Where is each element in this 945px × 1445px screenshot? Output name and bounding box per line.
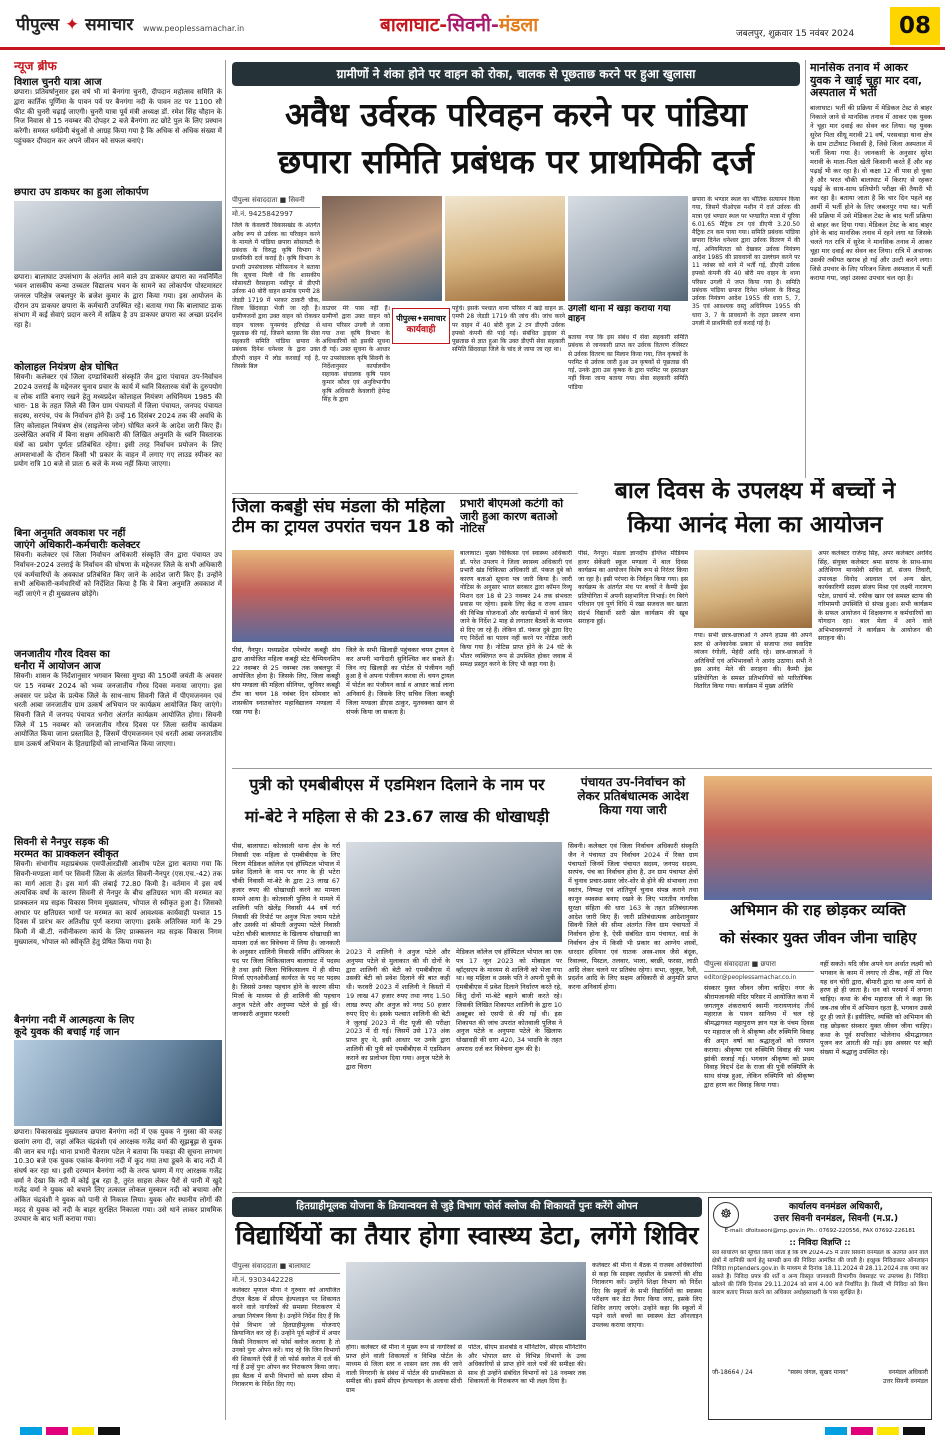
brief-4-headline-2: जाएंगे अधिकारी-कर्मचारीः कलेक्टर: [14, 539, 140, 551]
brief-1-headline: विशाल चुनरी यात्रा आज: [14, 76, 102, 88]
brief-3-headline: कोलाहल नियंत्रण क्षेत्र घोषित: [14, 361, 119, 373]
logo-star-icon: ✦: [65, 15, 80, 35]
bmo-title: प्रभारी बीएमओ कटंगी को जारी हुआ कारण बताओ नोटिस: [460, 498, 564, 536]
health-kicker: हितग्राहीमूलक योजना के क्रियान्वयन से जुड़े विभाग फोर्स क्लोज की शिकायतें पुनः करेंगे ओपन: [232, 1197, 702, 1217]
lead-photo-2: [445, 196, 565, 301]
registration-magenta-right: [851, 1427, 873, 1435]
kabaddi-col2: जिले के सभी खिलाड़ी पहुंचकर चयन ट्रायल दे कर अपनी भागीदारी सुनिश्चित कर सकते हैं। जिन नए खिलाड़ी का पोर्टल से पंजीयन नहीं हुआ है वे अपना पंजीयन करवा लें। चयन ट्रायल में पोर्टल का पंजीयन कार्ड व आधार कार्ड लाना अनिवार्य है। जिसके लिए सचिव जिला कबड्डी जिला मण्डला डीएस ठाकुर, मुतवक्का खान से संपर्क किया जा सकता है।: [346, 646, 454, 716]
kabaddi-photo: [232, 550, 454, 642]
river-rescue-photo: [14, 1040, 222, 1126]
brief-3-body: सिवनी। कलेक्टर एवं जिला दण्डाधिकारी संस्कृति जैन द्वारा पंचायत उप-निर्वाचन 2024 उत्तराई के मद्देनजर चुनाव प्रचार के कार्य में ध्वनि विस्तारक यंत्रों के दुरुपयोग व लोक शांति बनाए रखने हेतु मध्यप्रदेश कोलाहल नियंत्रण अधिनियम 1985 की धारा- 18 के तहत जिले की जिन ग्राम पंचायतों में जिला पंचायत, जनपद पंचायत सदस्य, सरपंच, पंच के निर्वाचन होने हैं। उन्हें 16 दिसंबर 2024 तक की अवधि के लिए कोलाहल नियंत्रण क्षेत्र (साइलेन्स जोन) घोषित करने के आदेश जारी किए हैं। उल्लेखित अवधि में बिना सक्षम अधिकारी की लिखित अनुमति के ध्वनि विस्तारक यंत्रों का प्रयोग पूर्णतः प्रतिबंधित रहेगा। इसी तरह निर्वाचन प्रयोजन के लिए आमसभाओं के दौरान किसी भी प्रकार के वाहन में लगाए गए लाउड स्पीकर का प्रयोग रात्रि 10 बजे से प्रातः 6 बजे के मध्य नहीं किया जाएगा।: [14, 373, 222, 469]
dateline: जबलपुर, शुक्रवार 15 नवंबर 2024: [736, 29, 855, 39]
abhiman-email[interactable]: editor@peoplessamachar.co.in: [704, 973, 797, 981]
health-col1: कलेक्टर मृणाल मीना ने गुरुवार को आयोजित टीएल बैठक में सीएम हेल्पलाइन पर शिकायत करने वाले नागरिकों की समस्या निराकरण में अच्छा नियंत्रण किया है। उन्होंने निर्देश दिए हैं कि ऐसे विभाग जो हितग्राहीमूलक योजनाएं क्रियान्वित कर रहे हैं। उन्होंने पूर्व महीनों में अपार किसी निराकरण को फोर्स क्लोज कराया है तो उनको पुनः ओपन करें। याद रहे कि जिन विभागों की शिकायतें ऐसी हैं जो फोर्स क्लोज में दर्ज की गई हैं उन्हें पुनः ओपन कर निराकरण किया जाए। इस बैठक में सभी विभागों को समय सीमा में निराकरण के निर्देश दिए गए।: [232, 1287, 340, 1389]
post-office-photo: [14, 201, 222, 271]
brief-5-body: सिवनी। शासन के निर्देशानुसार भगवान बिरसा मुण्डा की 150वीं जयंती के अवसर पर 15 नवम्बर 2024 को भव्य जनजातीय गौरव दिवस मनाया जाएगा। इस अवसर पर प्रदेश के प्रत्येक जिले के साथ-साथ सिवनी जिले में पीएमजनमन एवं धरती आबा जनजातीय ग्राम उत्कर्ष अभियान पर कार्यक्रम आयोजित किए जाएंगे। सिवनी जिले में जनपद पंचायत धनौरा अंतर्गत कार्यक्रम आयोजित होगा। सिवनी जिले में 15 नवम्बर को जनजातीय गौरव दिवस पर जिला स्तरीय कार्यक्रम आयोजित किया जाना प्रस्तावित है, जिसमें पीएमजनमन एवं धरती आबा जनजातीय ग्राम उत्कर्ष अभियान के हितग्राहियों को लाभान्वित किया जाएगा।: [14, 672, 222, 748]
karyavahi-logo-b: समाचार: [423, 314, 446, 323]
brief-2-headline: छपारा उप डाकघर का हुआ लोकार्पण: [14, 187, 149, 199]
kabaddi-title: जिला कबड्डी संघ मंडला की महिला टीम का ट्रायल उपरांत चयन 18 को: [232, 498, 454, 537]
lead-col3-text: पहुंचे। इसके पश्चात थाना परिसर में खड़े वाहन क्र. एमपी 28 जेडडी 1719 की जांच की। जांच करने पर वाहन में 40 बोरी कुल 2 टन डीएपी उर्वरक इफ्को कंपनी की पाई गई। संबंधित ड्राइवर से पूछताछ से ज्ञात हुआ कि उक्त डीएपी सेवा सहकारी समिति छिंदवाड़ा जिले के चांद ले जाया जा रहा था।: [452, 305, 565, 354]
fraud-title-2: मां-बेटे ने महिला से की 23.67 लाख की धोखाधड़ी: [244, 808, 550, 826]
registration-cyan-right: [825, 1427, 847, 1435]
ad-office: कार्यालय वनमंडल अधिकारी,: [788, 1202, 884, 1212]
section-part-mandla: मंडला: [498, 14, 539, 36]
lead-title-line-2: छपारा समिति प्रबंधक पर प्राथमिकी दर्ज: [278, 143, 754, 181]
brief-1-body: छपारा। प्रतिवर्षानुसार इस वर्ष भी मां बैनगंगा चुनरी, दीपदान महोत्सव समिति के द्वारा कार्तिक पूर्णिमा के पावन पर्व पर बैनगंगा नदी के पावन तट पर 1100 सौ फीट की चुनरी चढ़ाई जाएगी। चुनरी यात्रा पूर्व मंत्री अध्यक्ष डॉ. रमेश सिंह चौहान के निज निवास से 15 नवम्बर की दोपहर 2 बजे बैनगंगा तट छोटे पुल के लिए प्रस्थान करेगी। समस्त धर्मप्रेमी बंधुओं से आग्रह किया गया है कि अधिक से अधिक संख्या में पहुंचकर दीपदान कर अपने जीवन को सफल बनाएं।: [14, 88, 222, 145]
emblem-icon: ☸: [713, 1202, 739, 1228]
health-col4: कलेक्टर श्री मीना ने बैठक में राजस्व अधिकारियों से कहा कि साइबर तहसील के प्रकरणों की शीघ्र निराकरण करें। उन्होंने शिक्षा विभाग को निर्देश दिए कि स्कूलों के सभी विद्यार्थियों का स्वास्थ्य परीक्षण कर डेटा तैयार किया जाए, इसके लिए शिविर लगाए जाएंगे। उन्होंने कहा कि स्कूलों में पढ़ने वाले बच्चों का स्वास्थ्य डेटा ऑनलाइन उपलब्ध कराया जाएगा।: [592, 1262, 702, 1329]
health-byline: पीपुल्स संवाददाता ■ बालाघाट: [232, 1262, 340, 1274]
fraud-col2: 2023 में शालिनी ने अनुज पटेले और अनुपमा पटेले से मुलाकात की थी दोनों के द्वारा शालिनी की बेटी को एमबीबीएस में उसकी बेटी को प्रवेश दिलाने की बात कही थी। फरवरी 2023 में शालिनी ने किस्तों में 19 लाख 47 हजार रुपए तथा नगद 1.50 लाख रुपए और अनुज को नगद 50 हजार रुपए दिए थे। इसके पश्चात शालिनी की बेटी ने जुलाई 2023 में नीट यूजी की परीक्षा 2023 में दी गई। जिसमें उसे 173 अंक प्राप्त हुए थे, इसी आधार पर उनके द्वारा शालिनी की पुत्री को एमबीबीएस में एडमिशन कराने का प्रलोभन दिया गया। अनुज पटेले के द्वारा चिराग: [346, 948, 450, 1071]
ad-contact: E-mail: dfoitseoni@mp.gov.in Ph.: 07692-220556, FAX 07692-226181: [724, 1227, 916, 1234]
bmo-body: बालाघाट। मुख्य चिकित्सा एवं स्वास्थ्य अधिकारी डॉ. परेश उपलप ने जिला स्वास्थ्य अधिकारी एवं प्रभारी खंड चिकित्सा अधिकारी डॉ. पंकज दुबे को कारण बताओ सूचना पत्र जारी किया है। जारी नोटिस के अनुसार भारत सरकार द्वारा कॉमन रिव्यू मिशन दल 18 से 23 नवम्बर 24 तक संभवतः प्रवास पर रहेगा। इसके लिए केंद्र व राज्य शासन की विभिन्न योजनाओं और कार्यक्रमों में कार्य किए जाने के निर्देश 2 माह से लगातार बैठकों के माध्यम से दिए जा रहे हैं। लेकिन डॉ. पंकज दुबे द्वारा दिए गए निर्देशों का पालन नहीं करने पर नोटिस जारी किया गया है। नोटिस प्राप्त होने के 24 घंटे के भीतर व्यक्तिगत रूप से उपस्थित होकर जवाब में समक्ष प्रस्तुत करने के लिए भी कहा गया है।: [460, 550, 572, 669]
logo-part-a: पीपुल्स: [16, 15, 60, 35]
mela-title-2: किया आनंद मेला का आयोजन: [627, 512, 883, 538]
lead-photo-1: [322, 196, 442, 301]
registration-cyan: [20, 1427, 42, 1435]
karyavahi-logo: पीपुल्स✦समाचार: [396, 314, 446, 323]
ad-slogan: "स्वस्थ जंगल, सुखद मानव": [787, 1369, 849, 1377]
mela-title-1: बाल दिवस के उपलक्ष्य में बच्चों ने: [578, 478, 932, 514]
health-photo: [346, 1262, 586, 1340]
ad-signature: [883, 1369, 928, 1386]
registration-magenta: [46, 1427, 68, 1435]
health-col2: होगा। कलेक्टर श्री मीना ने मुख्य रूप से नागरिकों से प्राप्त होने वाली शिकायतों व विभिन्न पोर्टल के माध्यम से जिला स्तर व शासन स्तर तक की जाने वाली निगरानी के संबंध में पोर्टल की प्राथमिकता से समीक्षा की। इसमें सीएम हेल्पलाइन के अलावा सीधी ग्राम: [346, 1344, 462, 1394]
abhiman-col2: नहीं सकते। यदि जीव अपने धन अर्थात लक्ष्मी को भगवान के काम में लगाए तो ठीक, नहीं तो फिर यह धन चोरी द्वारा, बीमारी द्वारा या अन्य मार्ग से हरण हो ही जाता है। धन को परमार्थ में लगाना चाहिए। कथा के बीच महाराज जी ने कहा कि जब-तब जीव में अभिमान रहता है, भगवान उससे दूर ही जाते हैं। इसीलिए, व्यक्ति को अभिमान की राह छोड़कर संस्कार युक्त जीवन जीना चाहिए। कथा के पूर्व सपरिवार भोलेनाथ श्रीमद्भागवत पूजन कर आरती की गई। इस अवसर पर बड़ी संख्या में श्रद्धालु उपस्थित रहे।: [820, 960, 932, 1057]
brief-5-headline-2: धनौरा में आयोजन आज: [14, 660, 101, 672]
karyavahi-badge: [392, 308, 450, 344]
abhiman-col1-wrap: [704, 960, 814, 1188]
health-title: विद्यार्थियों का तैयार होगा स्वास्थ्य डेटा, लगेंगे शिविर: [235, 1222, 699, 1250]
mental-stress-story: [810, 62, 932, 490]
tender-ad[interactable]: [708, 1197, 932, 1420]
mela-col1: पीसं, नैनपुर। मंडला ज्ञानदीप इंग्लिश मीडियम हायर सेकेंडरी स्कूल मण्डला में बाल दिवस कार्यक्रम का आयोजन विशेष रूप से निरंतर किया जा रहा है। इसी परंपरा के निर्वहन किया गया। इस कार्यक्रम के अंतर्गत मंच पर बच्चों ने कैम्पी ड्रेस प्रतियोगिता में अपनी सहभागिता निभाई। रंग बिरंगे परिधान एवं पूर्ण विधि में रखा सजधज कर खाता संदर्भ विद्यार्थी सारी खेल कार्यक्रम की खूब सराहना हुई।: [578, 550, 688, 626]
health-col1-wrap: [232, 1262, 340, 1420]
newspaper-logo[interactable]: [16, 14, 133, 37]
ad-footer: [712, 1369, 928, 1386]
lead-photo-3: [568, 196, 688, 301]
brief-6-headline-1: सिवनी से नैनपुर सड़क की: [14, 837, 109, 849]
brief-4-headline-1: बिना अनुमति अवकाश पर नहीं: [14, 528, 126, 540]
mela-col2: गया। सभी छात्र-छात्राओं ने अपने हाउस की अपने स्तर से अनेकानेक प्रकार से सजाया तथा स्वादिष्ट व्यंजन रंगोली, मेहंदी आदि रहे। छात्र-छात्राओं ने अतिथियों एवं अभिभावकों ने आनंद उठाया। सभी ने इस आनंद मेले की सराहना की। कैम्पी ड्रेस प्रतियोगिता के समस्त प्रतिभागियों को पारितोषिक वितरित किया गया। कार्यक्रम में मुख्य अतिथि: [694, 632, 812, 691]
row-rule-2: [232, 768, 932, 769]
page-number: 08: [890, 7, 940, 45]
fraud-col3: मेडिकल कॉलेज एवं हॉस्पिटल भोपाल का एक पत्र 17 जून 2023 को मोबाइल पर व्हॉट्सएप के माध्यम से शालिनी को भेजा गया था। वह महिला व उसके पति ने अपनी पुत्री के एमबीबीएस में प्रवेश दिलाने निर्धारण करते रहे, किंतु दोनों मां-बेटे बहाने बाजी करते रहे। जिसकी लिखित शिकायत शालिनी के द्वारा 10 अक्टूबर को एसपी से की गई थी। इस शिकायत की जांच उपरांत कोतवाली पुलिस ने अनुज पटेले व अनुपमा पटेले के खिलाफ धोखाधड़ी की धारा 420, 34 भादवि के तहत अपराध दर्ज कर विवेचना शुरू की है।: [456, 948, 562, 1054]
panchayat-title: पंचायत उप-निर्वाचन को लेकर प्रतिबंधात्मक आदेश किया गया जारी: [577, 776, 689, 817]
lead-col4-text: छपारा के भण्डार स्थल का भौतिक सत्यापन किया गया, जिसमें पीओएस मशीन में दर्ज उर्वरक की मात्रा एवं भण्डार स्थल पर भण्डारित मात्रा में यूरिया 6.01.65 मैट्रिक टन एवं डीएपी 3.20.50 मैट्रिक टन कम पाया गया। समिति प्रबंधक पांडिया छपारा दिनेश धनेश्वर द्वारा उर्वरक वितरण में की गई, अनियमितता को देखकर उर्वरक नियंत्रण आदेश 1985 की प्रावधानों का उल्लंघन करने पर 11 नवंबर को थाने में भर्ती गई, डीएपी उर्वरक इफ्को कंपनी की 40 बोरी मय वाहन के थाना परिसर उगली में जप्त किया गया है। समिति प्रबंधक पांडिया छपारा दिनेश धनेश्वर के विरुद्ध उर्वरक नियंत्रण आदेश 1955 की धारा 5, 7, 35 एवं आवश्यक वस्तु अधिनियम 1955 की धारा 3, 7 के प्रावधानों के तहत प्रकरण थाना उगली में प्राथमिकी दर्ज कराई गई है।: [692, 196, 800, 327]
section-part-balaghat: बालाघाट-: [380, 14, 448, 36]
row-rule-3: [232, 1192, 932, 1193]
brief-2-body: छपारा। बालाघाट उपसंभाग के अंतर्गत आने वाले उप डाकघर छपारा का नवनिर्मित भवन शासकीय कन्या उच्चतर विद्यालय भवन के सामने का लोकार्पण पोस्टमास्टर जनरल परिक्षेत्र जबलपुर के ब्रजेश कुमार के द्वारा किया गया। इस आयोजन के दौरान उप डाकघर छपारा के कर्मचारी उपस्थित रहे। बताया गया कि बालाघाट डाक संभाग में कई सेवाएं प्रदान करने में सक्रिय है उप डाकघर छपारा का अच्छा प्रदर्शन रहा है।: [14, 272, 222, 330]
health-col3: पोर्टल, सीएम डाशबोर्ड व मॉनिटरिंग, सीएस मॉनिटरिंग और भोपाल स्तर से विभिन्न विभागों के उच्च अधिकारियों से प्राप्त होने वाले पत्रों की समीक्षा की। साथ ही उन्होंने संबंधित विभागों को 18 नवम्बर तक शिकायतों के निराकरण का भी लक्ष्य दिया है।: [468, 1344, 586, 1386]
registration-black: [98, 1427, 120, 1435]
fraud-photo: [346, 842, 562, 942]
abhiman-title-1: अभिमान की राह छोड़कर व्यक्ति: [704, 902, 932, 928]
lead-mid-text: बताया गया कि इस संबंध में सेवा सहकारी समिति प्रबंधक से जानकारी प्राप्त कर उर्वरक वितरण रजिस्टर से उर्वरक वितरण का मिलान किया गया, जिन कृषकों के परमिट से उर्वरक जारी हुआ उन कृषकों से पूछताछ की गई, उनके द्वारा उस कृषक के द्वारा परमिट पर हस्ताक्षर नहीं किया जाना बताया गया। सेवा सहकारी समिति पांडिया: [568, 334, 688, 391]
column-rule-left: [225, 60, 226, 1420]
brief-6-headline-2: मरम्मत का प्राक्कलन स्वीकृत: [14, 848, 119, 860]
brief-7-body: छपारा। विकासखंड मुख्यालय छपारा बैनगंगा नदी में एक युवक ने गुस्सा की वजह छलांग लगा दी, जहां अंकित चंद्रवंशी एवं आरक्षक गजेंद्र वर्मा की सूझबूझ से युवक की जान बच गई। थाना प्रभारी चैतराम पटेल ने बताया कि पकड़ा की सूचना लगभग 10.30 बजे एक युवक एकांक बैनगंगा नदी में कूद गया तथा डूबने के बाद नदी में संघर्ष कर रहा था। इसी दरम्यान बैनगंगा नदी के तरफ भ्रमण में गए आरक्षक गजेंद्र वर्मा ने देखा कि नदी में कोई डूब रहा है, तुरंत साहस लेकर पैरों से पानी में खुदे गजेंद्र वर्मा ने युवक को बचाने लिए तत्काल लोकल मुस्कान नदी को बचाया और अंकित चंद्रवंशी ने युवक को पानी से निकाल लिया। युवक और स्थानीय लोगों की मदद से युवक को नदी के बाहर सुरक्षित निकाला गया। उसे थाने लाकर प्राथमिक उपचार के बाद भर्ती कराया गया।: [14, 1128, 222, 1224]
lead-title-line-1: अवैध उर्वरक परिवहन करने पर पांडिया: [284, 96, 748, 134]
mental-body: बालाघाट। भर्ती की प्रक्रिया में मेडिकल टेस्ट से बाहर निकाले जाने से मानसिक तनाव में आकर एक युवक ने चूहा मार दवाई का सेवन कर लिया। यह युवक सुरेश पिता सीधू मरावी 21 वर्ष, परसवाड़ा थाना क्षेत्र के ग्राम टाटीघाट निवासी है, जिसे जिला अस्पताल में भर्ती किया गया है। जानकारी के अनुसार सुरेश मरावी के माता-पिता खेती किसानी करते हैं और वह पढ़ाई भी कर रहा है। वो कक्षा 12 वीं पास हो चुका है और भरत चौकी बालाघाट में किराए से रहकर पढ़ाई के साथ-साथ प्रतियोगी परीक्षा की तैयारी भी कर रहा है। बताया जाता है कि चार दिन पहले वह आर्मी में भर्ती होने के लिए जबलपुर गया था। भर्ती की प्रक्रिया में उसे मेडिकल टेस्ट के बाद भर्ती प्रक्रिया से बाहर कर दिया गया। मेडिकल टेस्ट के बाद बाहर होने के बाद मानसिक तनाव में रहने लगा था जिसके चलते गत रात्रि में सुरेश ने मानसिक तनाव में आकर चूहा मार दवाई का सेवन कर लिया। रात्रि में अचानक उसकी तबीयत खराब हो गई और उल्टी करने लगा। जिसे उपचार के लिए परिजन जिला अस्पताल में भर्ती कराया गया, जहां उसका उपचार चल रहा है।: [810, 103, 932, 283]
lead-kicker: ग्रामीणों ने शंका होने पर वाहन को रोका, चालक से पूछताछ करने पर हुआ खुलासा: [232, 62, 800, 86]
mela-photo: [694, 550, 812, 628]
abhiman-byline: पीपुल्स संवाददाता ■ छपारा: [704, 960, 814, 972]
lead-photo-caption: उगली थाना में खड़ा कराया गया वाहन: [568, 304, 671, 325]
ad-sign-title: वनमंडल अधिकारी: [888, 1369, 928, 1377]
registration-black-right: [903, 1427, 925, 1435]
registration-yellow-right: [877, 1427, 899, 1435]
abhiman-col1: संस्कार युक्त जीवन जीना चाहिए। नगर के श्रीरामजानकी मंदिर परिसर में आयोजित कथा में जगतगुरु शंकराचार्य स्वामी नारायणानंद तीर्थ महाराज के पावन सानिध्य में चल रहे श्रीमद्भागवत महापुराण ज्ञान यज्ञ के पंचम दिवस पर महाराज जी ने श्रीकृष्ण और रुक्मिणि विवाह की अमृत वर्षा का श्रद्धालुओं को रसपान कराया। श्रीकृष्ण एवं रुक्मिणि विवाह की भव्य झांकी सजाई गई। भगवान श्रीकृष्ण को प्रथम विवाह विदर्भ देश के राजा की पुत्री रुक्मिणि के साथ संपन्न हुआ, लेकिन रुक्मिणि को श्रीकृष्ण द्वारा हरण कर विवाह किया गया।: [704, 983, 814, 1090]
abhiman-title-2: को संस्कार युक्त जीवन जीना चाहिए: [719, 930, 917, 947]
news-brief-column: [14, 60, 222, 1420]
karyavahi-label: कार्यवाही: [406, 325, 436, 336]
masthead: [0, 0, 945, 50]
fraud-col1: पीसं, बालाघाट। कोतवाली थाना क्षेत्र के गर्रा निवासी एक महिला से एमबीबीएस के लिए चिराग मेडिकल कॉलेज एवं हॉस्पिटल भोपाल में प्रवेश दिलाने के नाम पर नगर के ही भटेरा चौकी निवासी मां-बेटे के द्वारा 23 लाख 67 हजार रुपए की धोखाधड़ी करने का मामला सामने आया है। कोतवाली पुलिस ने मामले में शालिनी पति खेलेंद्र निवासी 44 वर्ष गर्रा निवासी की रिपोर्ट पर अनुज पिता ज्याम पटेले और उसकी मां श्रीमती अनुपमा पटेले निवासी भटेरा चौकी बालाघाट के खिलाफ धोखाधड़ी का मामला दर्ज कर विवेचना में लिया है। जानकारी के अनुसार शालिनी निवासी नर्सिंग ऑफिसर के पद पर जिला चिकित्सालय बालाघाट में पदस्थ है तथा इसी जिला चिकित्सालय में ही सीमा मिर्जा एएनओवीआई कार्यरत के पद पर पदस्थ है। जिससे उनका पहचान होने के कारण सीमा मिर्जा के माध्यम से ही शालिनी की पहचान अनुज पटेले और अनुपमा पटेले से हुई थी। जानकारी अनुसार फरवरी: [232, 842, 340, 1018]
brief-5-headline-1: जनजातीय गौरव दिवस का: [14, 649, 110, 661]
brief-7-headline-1: बैनगंगा नदी में आत्महत्या के लिए: [14, 1015, 135, 1027]
fraud-title-1: पुत्री को एमबीबीएस में एडमिशन दिलाने के नाम पर: [249, 776, 545, 794]
panchayat-body: सिवनी। कलेक्टर एवं जिला निर्वाचन अधिकारी संस्कृति जैन ने पंचायत उप निर्वाचन 2024 में रिक्त ग्राम पंचायतों जिनमें जिला पंचायत सदस्य, जनपद सदस्य, सरपंच, पंच का निर्वाचन होना है, उन ग्राम पंचायत क्षेत्रों में चुनाव प्रचार-प्रसार जोर-शोर से होने की संभावना तथा स्वतंत्र, निष्पक्ष एवं शांतिपूर्ण चुनाव संपन्न कराने तथा कानून व्यवस्था बनाए रखने के लिए भारतीय नागरिक सुरक्षा संहिता की धारा 163 के तहत प्रतिबंधात्मक आदेश जारी किए हैं। जारी प्रतिबंधात्मक आदेशानुसार सिवनी जिले की सीमा अंतर्गत जिन ग्राम पंचायतों में निर्वाचन होना है, ऐसी संबंधित ग्राम पंचायत, वार्ड के निर्वाचन क्षेत्र में किसी भी प्रकार का आग्नेय शस्त्रों, धारदार हथियार एवं घातक अस्त्र-शस्त्र जैसे बंदूक, रिवाल्वर, पिस्टल, तलवार, भाला, बरछी, फरसा, लाठी आदि लेकर चलने पर प्रतिबंध रहेगा। सभा, जुलूस, रैली, प्रदर्शन आदि के लिए सक्षम अधिकारी से अनुमति प्राप्त करना अनिवार्य होगा।: [568, 842, 698, 992]
section-part-seoni: सिवनी-: [447, 14, 499, 36]
lead-col2-text: वाउचर मेरे पास नहीं हैं। ग्रामीणों द्वारा उक्त वाहन को थाना परिसर उगली ले जाया गया तथा कृषि विभाग के अधिकारियों को इसकी सूचना दी गई। उक्त सूचना के आधार पर उपसंचालक कृषि सिवनी के निर्देशानुसार कार्यालयीन सहायक संचालक कृषि पवन कुमार कौरव एवं अनुविभागीय कृषि अधिकारी केवलारी हेमेन्द्र सिंह के द्वारा: [322, 305, 390, 403]
registration-yellow: [72, 1427, 94, 1435]
lead-column-1: [232, 196, 320, 488]
section-title: [380, 12, 538, 38]
column-rule-right-top: [805, 60, 806, 490]
lead-mobile: मो.नं. 9425842997: [232, 209, 294, 218]
ad-ref: जी-18664 / 24: [712, 1369, 753, 1377]
brief-6-body: सिवनी। संभागीय महाप्रबंधक एमपीआरडीसी आशीष पटेल द्वारा बताया गया कि सिवनी-मण्डला मार्ग पर सिवनी जिला के अंतर्गत सिवनी-नैनपुर (एस.एच.-42) तक का मार्ग आता है। इस मार्ग की लंबाई 72.80 किमी है। वर्तमान में इस वर्ष अत्यधिक वर्षा के कारण सिवनी से नैनपुर के बीच क्षतिग्रस्त भाग की मरम्मत का प्राक्कलन मप्र सड़क विकास निगम मुख्यालय, भोपाल से स्वीकृत हुआ है। जिसको आधार पर क्षतिग्रस्त भागों पर मरम्मत का कार्य आवश्यक कार्यवाही पश्चात 15 दिवस में प्रारंभ कर अतिशीघ्र पूर्ण कराया जाएगा। इसके अतिरिक्त मार्ग के 29 किमी में बी.टी. नवीनीकरण कार्य के लिए प्राक्कलन मप्र सड़क विकास निगम मुख्यालय, भोपाल को स्वीकृति हेतु प्रेषित किया गया है।: [14, 860, 222, 946]
mental-title: मानसिक तनाव में आकर युवक ने खाई चूहा मार दवा, अस्पताल में भर्ती: [810, 62, 923, 100]
karyavahi-logo-a: पीपुल्स: [396, 314, 417, 323]
logo-part-b: समाचार: [85, 15, 134, 35]
brief-7-headline-2: कूदे युवक की बचाई गई जान: [14, 1026, 120, 1038]
kabaddi-col1: पीसं, नैनपुर। मध्यप्रदेश एमेच्योर कबड्डी संघ द्वारा आयोजित महिला कबड्डी स्टेट चैम्पियनशिप 22 नवम्बर से 25 नवम्बर तक जबलपुर में आयोजित होना है। जिसके लिए, जिला कबड्डी संघ मण्डला की महिला सीनियर, जूनियर कबड्डी टीम का चयन 18 नवंबर दिन सोमवार को शासकीय स्नातकोत्तर महाविद्यालय मण्डला में रखा गया है।: [232, 646, 340, 716]
ad-sign-office: उत्तर सिवनी वनमंडल: [882, 1377, 928, 1385]
ad-division: उत्तर सिवनी वनमंडल, सिवनी (म.प्र.): [773, 1214, 899, 1225]
abhiman-photo: [704, 776, 932, 900]
website-url[interactable]: www.peoplessamachar.in: [143, 24, 245, 33]
brief-tag: न्यूज ब्रीफ: [14, 60, 57, 73]
mela-col3: अपर कलेक्टर राजेन्द्र सिंह, अपर कलेक्टर अरविंद सिंह, संयुक्त कलेक्टर श्रमा सराफ के साथ-साथ अतिथिगण मानसेवी सचिव डॉ. संजय तिवारी, उपाध्यक्ष विनोद अग्रवाल एवं अन्य खेल, कार्यकारिणी सदस्य संजय मिश्रा एवं लक्ष्मी नारायण पटेल, प्राचार्य मो. रफीक खान एवं समस्त स्टाफ की गरिमामयी उपस्थिति से संपन्न हुआ। सभी कार्यक्रम के सफल आयोजन में शिक्षकगण व कर्मचारियों का योगदान रहा। बाल मेला में आने वाले अभिभावकगणों ने कार्यक्रम के आयोजन की सराहना की।: [818, 550, 932, 643]
lead-byline: पीपुल्स संवाददाता ■ सिवनी: [232, 196, 320, 208]
ad-body: सर्व साधारण को सूचित किया जाता है कि वर्ष 2024-25 में उत्तर सिवनी वनमंडल के अंतर्गत आने वाले क्षेत्रों में वानिकी कार्य हेतु सामग्री क्रय की निविदा आमंत्रित की जाती है। इच्छुक निविदाकार ऑनलाइन निविदा mptenders.gov.in के माध्यम से दिनांक 18.11.2024 से 28.11.2024 तक जमा कर सकते हैं। निविदा प्रपत्र की शर्तें व अन्य विस्तृत जानकारी विभागीय वेबसाइट पर उपलब्ध है। निविदा खोलने की तिथि दिनांक 29.11.2024 को सायं 4.00 बजे निर्धारित है। किसी भी निविदा को बिना कारण बताए निरस्त करने का अधिकार अधोहस्ताक्षरी के पास सुरक्षित है।: [712, 1250, 928, 1297]
health-mobile: मो.नं. 9303442228: [232, 1275, 294, 1284]
lead-col1-text: जिले के केवलारी विकासखंड के अंतर्गत अवैध रूप से उर्वरक का परिवहन करने के मामले में पांडिया छपारा सोसायटी के प्रबंधक के विरुद्ध कृषि विभाग ने प्राथमिकी दर्ज कराई है। कृषि विभाग के प्रभारी उपसंचालक मोरिसनाथ ने बताया कि सूचना मिली थी कि शासकीय सोसायटी वैरसहाना नसीपुर से डीएपी उर्वरक 40 बोरी वाहन क्रमांक एमपी 28 जेडडी 1719 में भरकर ठाकरी चौक, जिला छिंदवाड़ा भेजी जा रही है। ग्रामीणजनों द्वारा उक्त वाहन को रोककर वाहन चालक पुनमचंद हरिचंद्रा से पूछताछ की गई, जिसने बताया कि सेवा सहकारी समिति पांडिया छपारा के प्रबंधक दिनेश धनेश्वर के द्वारा उक्त डीएपी वाहन में लोड करवाई गई है, जिसके बिल: [232, 222, 320, 370]
brief-4-body: सिवनी। कलेक्टर एवं जिला निर्वाचन अधिकारी संस्कृति जैन द्वारा पंचायत उप निर्वाचन-2024 उत्तराई के निर्वाचन की घोषणा के मद्देनजर जिले के सभी अधिकारी एवं कर्मचारियों के अवकाश प्रतिबंधित किए जाने के आदेश जारी किए हैं। उन्होंने सभी अधिकारी-कर्मचारियों को निर्देशित किया है कि वे बिना अनुमति अवकाश में नहीं जाएंगे न ही मुख्यालय छोड़ेंगे।: [14, 551, 222, 598]
ad-subtitle: :: निविदा विज्ञप्ति ::: [789, 1238, 851, 1248]
